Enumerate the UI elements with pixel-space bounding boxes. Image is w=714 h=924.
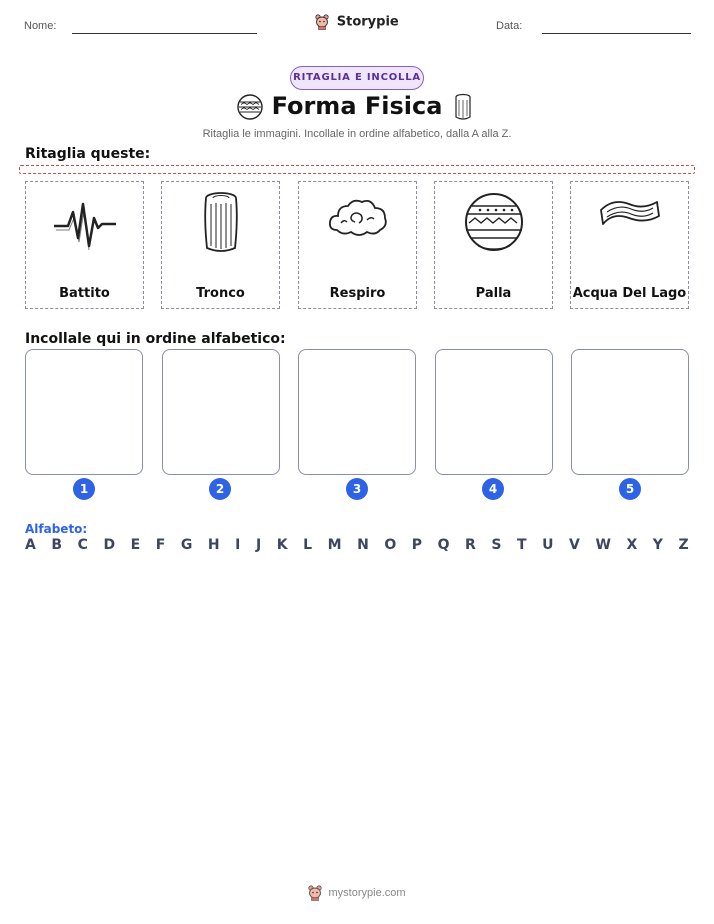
footer (0, 885, 714, 901)
footer-url[interactable]: mystorypie.com (328, 886, 406, 899)
lake-water-icon (595, 190, 665, 240)
paste-slot-2[interactable] (162, 349, 280, 475)
heartbeat-icon (50, 190, 120, 260)
alphabet-letter: W (595, 537, 611, 553)
card-label: Battito (59, 286, 110, 301)
brand-name: Storypie (336, 14, 399, 30)
slot-number-badge: 2 (209, 478, 231, 500)
alphabet-letter: V (569, 537, 580, 553)
alphabet-letter: B (51, 537, 63, 553)
alphabet-letter: M (327, 537, 342, 553)
storypie-mascot-icon (315, 14, 329, 30)
paste-heading: Incollale qui in ordine alfabetico: (25, 331, 286, 347)
alphabet-letter: T (517, 537, 527, 553)
paste-slot-3[interactable] (298, 349, 416, 475)
alphabet-letter: U (542, 537, 554, 553)
alphabet-letter: Q (437, 537, 450, 553)
cut-card-battito[interactable] (25, 181, 144, 309)
alphabet-letter: R (465, 537, 476, 553)
slot-number-badge: 5 (619, 478, 641, 500)
alphabet-letter: S (491, 537, 502, 553)
breath-cloud-icon (325, 190, 391, 250)
alphabet-letter: F (155, 537, 166, 553)
card-label: Tronco (196, 286, 245, 301)
log-icon (196, 190, 246, 256)
ball-icon (462, 190, 526, 254)
name-line[interactable] (72, 33, 257, 34)
alphabet-letter: A (25, 537, 36, 553)
alphabet-letter: Z (678, 537, 689, 553)
paste-slot-4[interactable] (435, 349, 553, 475)
cut-line (19, 165, 695, 174)
alphabet-letter: G (180, 537, 193, 553)
alphabet-letter: D (103, 537, 116, 553)
instructions: Ritaglia le immagini. Incollale in ordine alfabetico, dalla A alla Z. (202, 128, 512, 140)
cut-heading: Ritaglia queste: (25, 146, 151, 162)
name-label: Nome: (24, 20, 57, 32)
alphabet-row (25, 537, 689, 553)
alphabet-letter: K (276, 537, 288, 553)
alphabet-letter: I (235, 537, 241, 553)
card-label: Respiro (329, 286, 386, 301)
alphabet-letter: J (255, 537, 262, 553)
date-line[interactable] (542, 33, 691, 34)
storypie-mascot-icon (308, 885, 322, 901)
slot-number-badge: 3 (346, 478, 368, 500)
page-title: Forma Fisica (271, 92, 443, 120)
alphabet-letter: X (626, 537, 638, 553)
alphabet-letter: H (207, 537, 220, 553)
card-label: Palla (475, 286, 512, 301)
alphabet-letter: E (130, 537, 141, 553)
log-icon (452, 93, 474, 121)
slot-number-badge: 4 (482, 478, 504, 500)
alphabet-letter: O (384, 537, 397, 553)
slot-number-badge: 1 (73, 478, 95, 500)
paste-slot-1[interactable] (25, 349, 143, 475)
cut-card-acqua-del-lago[interactable] (570, 181, 689, 309)
cut-card-tronco[interactable] (161, 181, 280, 309)
cut-card-palla[interactable] (434, 181, 553, 309)
paste-slot-5[interactable] (571, 349, 689, 475)
alphabet-letter: L (303, 537, 313, 553)
alphabet-letter: C (77, 537, 88, 553)
alphabet-letter: Y (652, 537, 663, 553)
activity-type-pill: RITAGLIA E INCOLLA (290, 66, 424, 90)
brand-logo (0, 14, 714, 30)
card-label: Acqua Del Lago (572, 286, 687, 301)
alphabet-letter: P (411, 537, 423, 553)
cut-card-respiro[interactable] (298, 181, 417, 309)
alphabet-letter: N (357, 537, 369, 553)
date-label: Data: (496, 20, 523, 32)
alphabet-title: Alfabeto: (25, 522, 88, 536)
